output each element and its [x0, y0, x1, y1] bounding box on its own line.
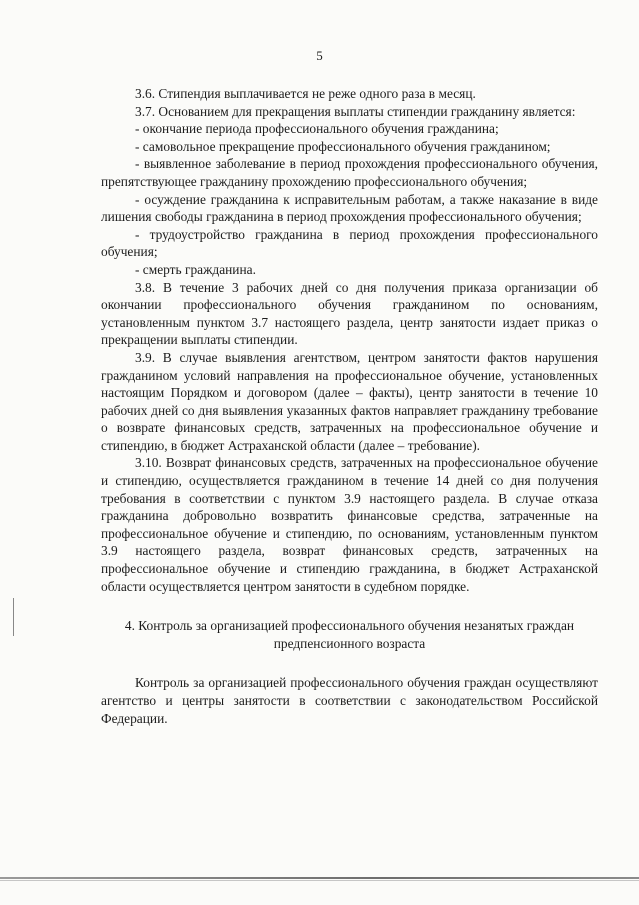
- paragraph: - трудоустройство гражданина в период прохождения профессионального обучения;: [101, 226, 598, 260]
- paragraph: - смерть гражданина.: [135, 261, 256, 277]
- paragraph: 3.6. Стипендия выплачивается не реже одного раза в месяц.: [135, 86, 476, 101]
- page-number: 5: [316, 48, 323, 63]
- scan-bottom-edge: [0, 877, 639, 879]
- section-heading: 4. Контроль за организацией профессионального обучения незанятых граждан предпенсионного возраста: [124, 618, 575, 651]
- paragraph: - окончание периода профессионального обучения гражданина;: [135, 121, 499, 137]
- scan-margin-mark: [13, 598, 14, 636]
- section-3-paragraphs: [101, 85, 598, 595]
- paragraph: - самовольное прекращение профессионального обучения гражданином;: [135, 138, 551, 154]
- closing-paragraph: Контроль за организацией профессионального обучения граждан осуществляют агентство и центры занятости в соответствии с законодательством Российской Федерации.: [101, 675, 598, 726]
- paragraph: 3.9. В случае выявления агентством, центром занятости фактов нарушения гражданином условий направления на профессиональное обучение, установленных настоящим Порядком и договором (далее – факты), центр занятости в течение 10 рабочих дней со дня выявления указанных фактов направляет гражданину требование о возврате финансовых средств, затраченных на профессиональное обучение и стипендию, в бюджет Астраханской области (далее – требование).: [101, 349, 598, 453]
- paragraph: - осуждение гражданина к исправительным работам, а также наказание в виде лишения свободы гражданина в период прохождения профессионального обучения;: [101, 191, 598, 225]
- paragraph: 3.8. В течение 3 рабочих дней со дня получения приказа организации об окончании профессионального обучения гражданином по основаниям, установленным пунктом 3.7 настоящего раздела, центр занятости издает приказ о прекращении выплаты стипендии.: [101, 279, 598, 348]
- paragraph: 3.7. Основанием для прекращения выплаты стипендии гражданину является:: [135, 103, 576, 119]
- paragraph: 3.10. Возврат финансовых средств, затраченных на профессиональное обучение и стипендию, осуществляется гражданином в течение 14 дней со дня получения требования в соответствии с пунктом 3.9 настоящего раздела. В случае отказа гражданина добровольно возвратить финансовые средства, затраченные на профессиональное обучение и стипендию, по основаниям, установленным пунктом 3.9 настоящего раздела, возврат финансовых средств, затраченных на профессиональное обучение и стипендию гражданина, в бюджет Астраханской области осуществляется центром занятости в судебном порядке.: [101, 455, 598, 594]
- document-body: [101, 85, 598, 727]
- scan-bottom-edge-shadow: [0, 880, 639, 881]
- paragraph: - выявленное заболевание в период прохождения профессионального обучения, препятствующее гражданину прохождению профессионального обучения;: [101, 156, 598, 189]
